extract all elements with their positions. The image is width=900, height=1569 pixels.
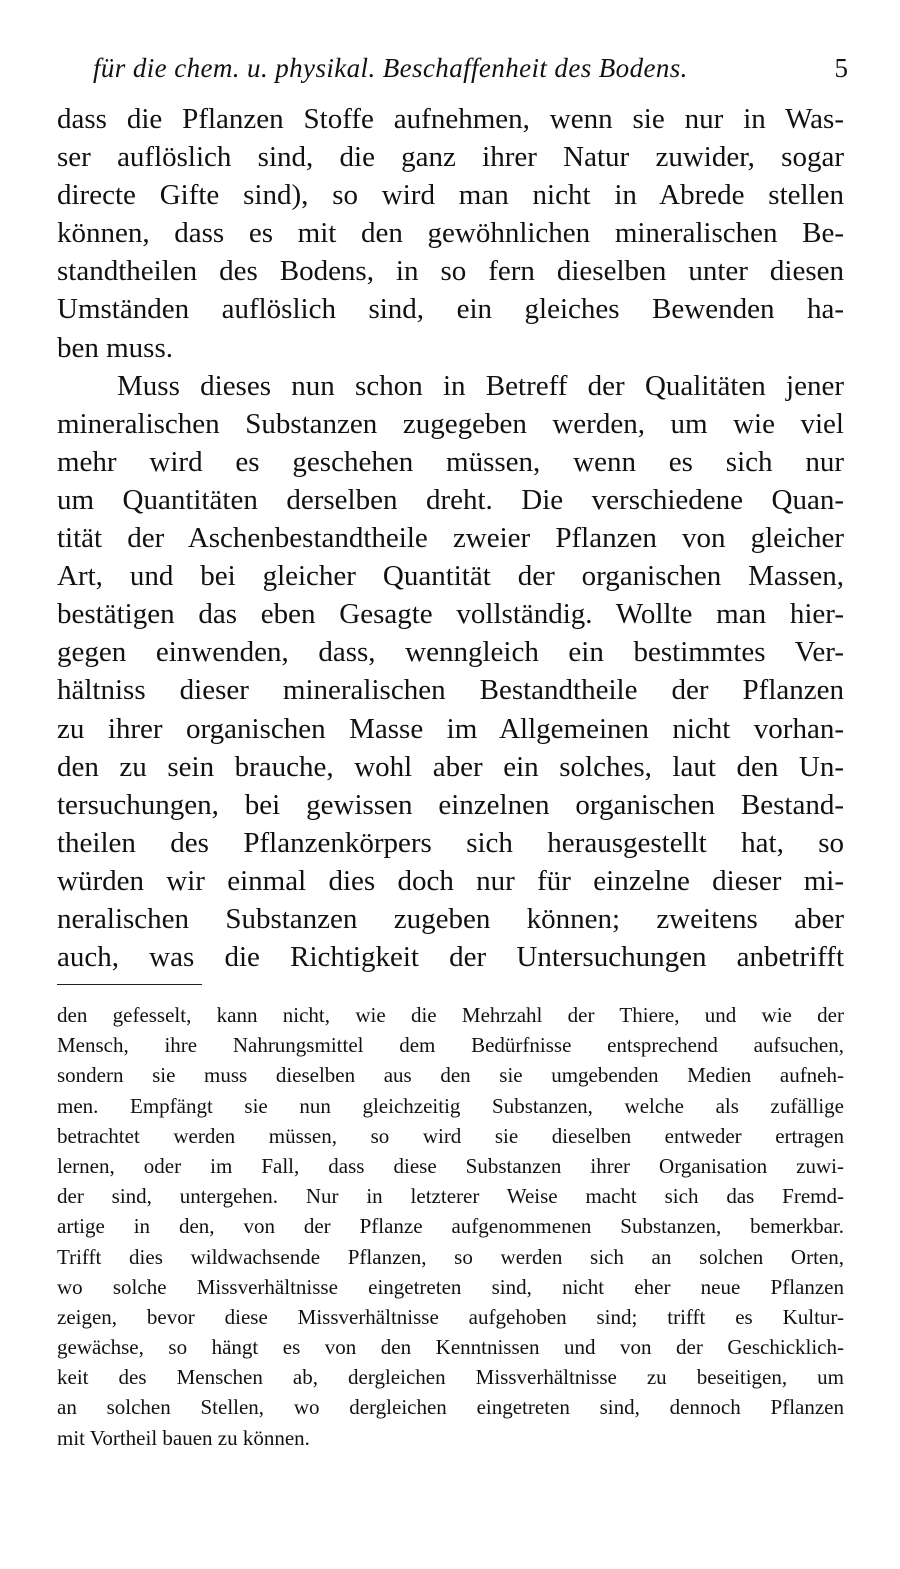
footnote-line: Mensch, ihre Nahrungsmittel dem Bedürfnisse entsprechend aufsuchen, xyxy=(57,1033,844,1058)
text-line: den zu sein brauche, wohl aber ein solches, laut den Un- xyxy=(57,750,844,783)
text-line: Art, und bei gleicher Quantität der organischen Massen, xyxy=(57,560,844,593)
text-line: gegen einwenden, dass, wenngleich ein bestimmtes Ver- xyxy=(57,636,844,669)
footnote-line: an solchen Stellen, wo dergleichen eingetreten sind, dennoch Pflanzen xyxy=(57,1395,844,1420)
text-line: standtheilen des Bodens, in so fern dieselben unter diesen xyxy=(57,255,844,288)
text-line: dass die Pflanzen Stoffe aufnehmen, wenn sie nur in Was- xyxy=(57,103,844,135)
footnote-line: sondern sie muss dieselben aus den sie umgebenden Medien aufneh- xyxy=(57,1063,844,1088)
running-head-title: für die chem. u. physikal. Beschaffenheit des Bodens. xyxy=(93,53,688,83)
text-line: directe Gifte sind), so wird man nicht in Abrede stellen xyxy=(57,179,844,212)
text-line: mineralischen Substanzen zugegeben werden, um wie viel xyxy=(57,407,844,440)
footnote-line: zeigen, bevor diese Missverhältnisse aufgehoben sind; trifft es Kultur- xyxy=(57,1304,844,1329)
footnote-line: lernen, oder im Fall, dass diese Substanzen ihrer Organisation zuwi- xyxy=(57,1153,844,1178)
text-line: tersuchungen, bei gewissen einzelnen organischen Bestand- xyxy=(57,788,844,821)
text-line: hältniss dieser mineralischen Bestandtheile der Pflanzen xyxy=(57,674,844,707)
text-line: zu ihrer organischen Masse im Allgemeinen nicht vorhan- xyxy=(57,712,844,745)
text-line: Muss dieses nun schon in Betreff der Qualitäten jener xyxy=(117,369,844,402)
footnote xyxy=(57,1000,844,1453)
footnote-line: wo solche Missverhältnisse eingetreten sind, nicht eher neue Pflanzen xyxy=(57,1274,844,1299)
page-number: 5 xyxy=(834,53,848,83)
text-line: können, dass es mit den gewöhnlichen mineralischen Be- xyxy=(57,217,844,250)
text-line: auch, was die Richtigkeit der Untersuchungen anbetrifft xyxy=(57,941,844,974)
text-line: Umständen auflöslich sind, ein gleiches Bewenden ha- xyxy=(57,293,844,326)
text-line: neralischen Substanzen zugeben können; zweitens aber xyxy=(57,902,844,935)
footnote-line: gewächse, so hängt es von den Kenntnissen und von der Geschicklich- xyxy=(57,1335,844,1360)
text-line: ben muss. xyxy=(57,331,173,364)
footnote-line: der sind, untergehen. Nur in letzterer Weise macht sich das Fremd- xyxy=(57,1184,844,1209)
footnote-line: men. Empfängt sie nun gleichzeitig Substanzen, welche als zufällige xyxy=(57,1093,844,1118)
footnote-line: Trifft dies wildwachsende Pflanzen, so werden sich an solchen Orten, xyxy=(57,1244,844,1269)
footnote-line: mit Vortheil bauen zu können. xyxy=(57,1425,310,1450)
text-line: ser auflöslich sind, die ganz ihrer Natur zuwider, sogar xyxy=(57,141,844,174)
footnote-line: betrachtet werden müssen, so wird sie dieselben entweder ertragen xyxy=(57,1123,844,1148)
footnote-line: den gefesselt, kann nicht, wie die Mehrzahl der Thiere, und wie der xyxy=(57,1003,844,1027)
main-text xyxy=(57,100,844,976)
text-line: bestätigen das eben Gesagte vollständig. Wollte man hier- xyxy=(57,598,844,631)
footnote-line: keit des Menschen ab, dergleichen Missverhältnisse zu beseitigen, um xyxy=(57,1365,844,1390)
text-line: würden wir einmal dies doch nur für einzelne dieser mi- xyxy=(57,864,844,897)
text-line: tität der Aschenbestandtheile zweier Pflanzen von gleicher xyxy=(57,522,844,555)
footnote-rule xyxy=(57,984,202,985)
footnote-line: artige in den, von der Pflanze aufgenommenen Substanzen, bemerkbar. xyxy=(57,1214,844,1239)
text-line: um Quantitäten derselben dreht. Die verschiedene Quan- xyxy=(57,483,844,516)
text-line: mehr wird es geschehen müssen, wenn es sich nur xyxy=(57,445,844,478)
running-head xyxy=(93,48,848,88)
text-line: theilen des Pflanzenkörpers sich herausgestellt hat, so xyxy=(57,826,844,859)
